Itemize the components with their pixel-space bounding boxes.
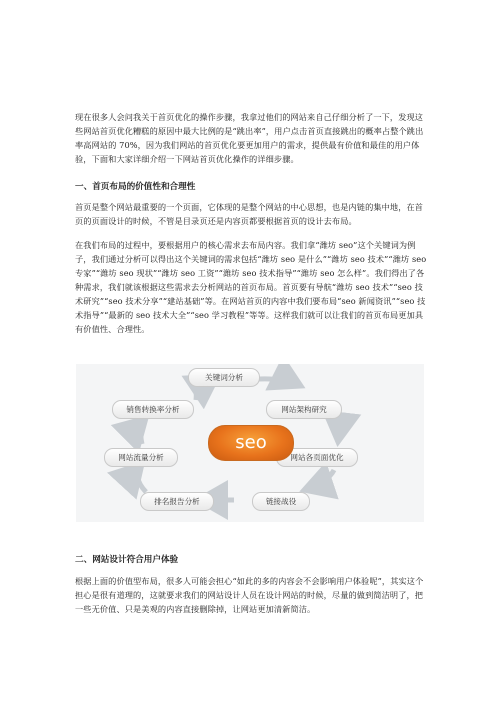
section2-paragraph-1: 根据上面的价值型布局，很多人可能会担心“如此的多的内容会不会影响用户体验呢”，其实这个担心是很有道理的，这就要求我们的网站设计人员在设计网站的时候，尽量的做到简洁明了，把一些无价值、只是美观的内容直接删除掉，让网站更加清新简洁。 [75,576,424,614]
node-traffic-analysis: 网站流量分析 [104,448,178,467]
node-link-campaign: 链接战役 [252,492,310,511]
node-ranking-report: 排名报告分析 [140,492,214,511]
seo-cycle-diagram [76,364,424,522]
section1-paragraph-2: 在我们布局的过程中，要根据用户的核心需求去布局内容。我们拿“潍坊 seo”这个关键词为例子，我们通过分析可以得出这个关键词的需求包括“潍坊 seo 是什么”“潍坊 seo 技术”“潍坊 seo 专家”“潍坊 seo 现状”“潍坊 seo 工资”“潍坊 seo 技术指导”“潍坊 seo 怎么样”。我们得出了各种需求，我们就该根据这些需求去分析网站的首页布局。首页要有导航“潍坊 seo 技术”“seo 技术研究”“seo 技术分享”“建站基础”等。在网站首页的内容中我们要布局“seo 新闻资讯”“seo 技术指导”“最新的 seo 技术大全”“seo 学习教程”等等。这样我们就可以让我们的首页布局更加具有价值性、合理性。 [75,240,427,334]
node-conversion-analysis: 销售转换率分析 [112,400,194,419]
seo-center-badge: seo [208,425,294,461]
section1-heading: 一、首页布局的价值性和合理性 [75,182,196,192]
node-site-architecture: 网站架构研究 [266,400,342,419]
intro-paragraph: 现在很多人会问我关于首页优化的操作步骤，我拿过他们的网站来自己仔细分析了一下，发现这些网站首页优化糟糕的原因中最大比例的是“跳出率”，用户点击首页直接跳出的概率占整个跳出率高网站的 70%，因为我们网站的首页优化要更加用户的需求，提供最有价值和最佳的用户体验，下面和大家详细介绍一下网站首页优化操作的详细步骤。 [75,112,424,164]
section1-paragraph-1: 首页是整个网站最重要的一个页面，它体现的是整个网站的中心思想，也是内链的集中地，在首页的页面设计的时候，不管是目录页还是内容页都要根据首页的设计去布局。 [75,202,424,226]
node-page-optimization: 网站各页面优化 [276,448,358,467]
section2-heading: 二、网站设计符合用户体验 [75,555,179,565]
node-keyword-analysis: 关键词分析 [188,368,260,387]
